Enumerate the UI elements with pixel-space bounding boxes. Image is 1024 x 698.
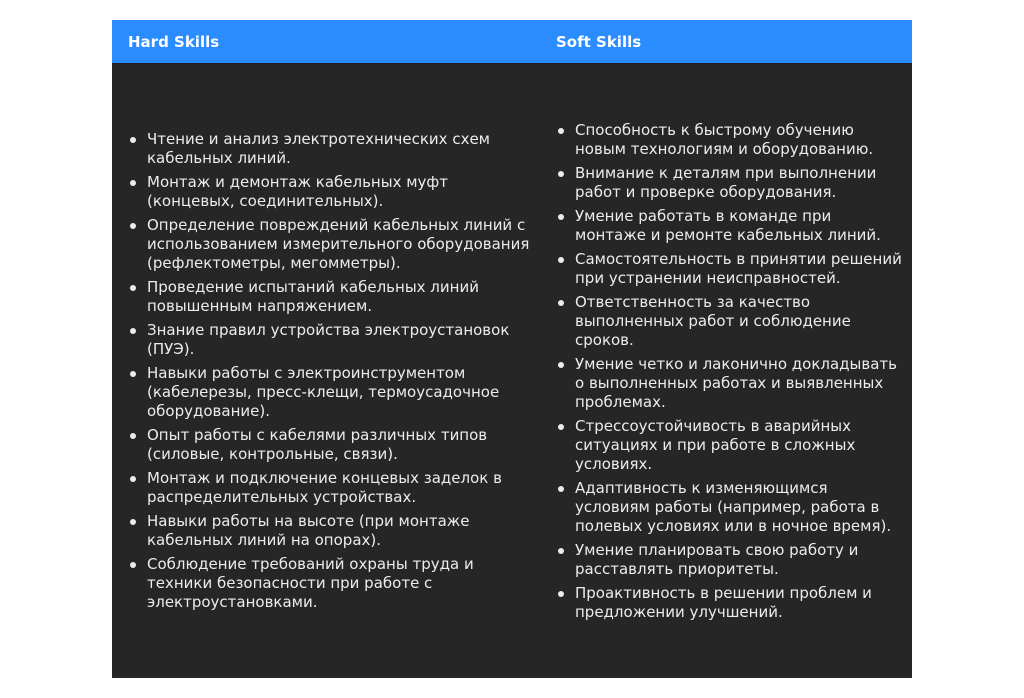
list-item: Проактивность в решении проблем и предложении улучшений. xyxy=(575,584,904,622)
table-header xyxy=(112,20,912,64)
table-body xyxy=(112,64,912,678)
list-item: Навыки работы на высоте (при монтаже кабельных линий на опорах). xyxy=(147,512,532,550)
list-item: Внимание к деталям при выполнении работ и проверке оборудования. xyxy=(575,164,904,202)
hard-skills-list xyxy=(128,130,532,612)
list-item: Монтаж и демонтаж кабельных муфт (концевых, соединительных). xyxy=(147,173,532,211)
soft-skills-list xyxy=(556,121,904,622)
skills-table xyxy=(112,20,912,678)
list-item: Проведение испытаний кабельных линий повышенным напряжением. xyxy=(147,278,532,316)
list-item: Самостоятельность в принятии решений при устранении неисправностей. xyxy=(575,250,904,288)
list-item: Чтение и анализ электротехнических схем кабельных линий. xyxy=(147,130,532,168)
hard-skills-header: Hard Skills xyxy=(128,32,220,51)
list-item: Ответственность за качество выполненных работ и соблюдение сроков. xyxy=(575,293,904,350)
list-item: Монтаж и подключение концевых заделок в распределительных устройствах. xyxy=(147,469,532,507)
list-item: Умение планировать свою работу и расставлять приоритеты. xyxy=(575,541,904,579)
list-item: Умение четко и лаконично докладывать о выполненных работах и выявленных проблемах. xyxy=(575,355,904,412)
list-item: Адаптивность к изменяющимся условиям работы (например, работа в полевых условиях или в ночное время). xyxy=(575,479,904,536)
list-item: Опыт работы с кабелями различных типов (силовые, контрольные, связи). xyxy=(147,426,532,464)
soft-skills-cell xyxy=(540,64,912,678)
list-item: Способность к быстрому обучению новым технологиям и оборудованию. xyxy=(575,121,904,159)
list-item: Определение повреждений кабельных линий с использованием измерительного оборудования (рефлектометры, мегомметры). xyxy=(147,216,532,273)
soft-skills-header: Soft Skills xyxy=(556,32,642,51)
hard-skills-cell xyxy=(112,64,540,678)
list-item: Соблюдение требований охраны труда и техники безопасности при работе с электроустановками. xyxy=(147,555,532,612)
list-item: Навыки работы с электроинструментом (кабелерезы, пресс-клещи, термоусадочное оборудование). xyxy=(147,364,532,421)
list-item: Стрессоустойчивость в аварийных ситуациях и при работе в сложных условиях. xyxy=(575,417,904,474)
list-item: Умение работать в команде при монтаже и ремонте кабельных линий. xyxy=(575,207,904,245)
list-item: Знание правил устройства электроустановок (ПУЭ). xyxy=(147,321,532,359)
